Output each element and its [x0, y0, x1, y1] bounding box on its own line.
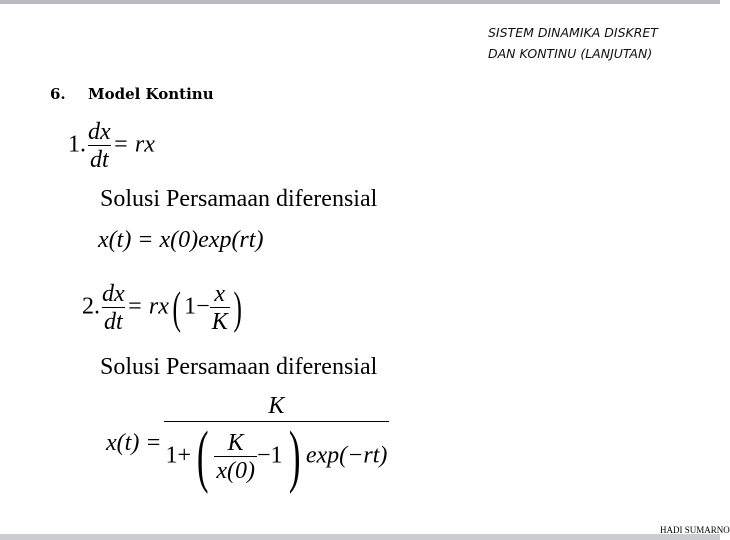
equation-2-right-paren: ) — [233, 282, 242, 333]
equation-2-numerator: dx — [102, 281, 125, 307]
solution-2-right-paren: ) — [288, 418, 301, 495]
footer-author: HADI SUMARNO — [660, 525, 730, 535]
equation-2-denominator: dt — [103, 309, 123, 335]
equation-2-inner-fraction — [210, 282, 230, 334]
equation-1-rhs: = rx — [112, 131, 155, 158]
equation-2 — [82, 282, 245, 334]
section-title: Model Kontinu — [88, 85, 214, 103]
equation-1-number: 1. — [68, 131, 86, 158]
equation-2-derivative — [100, 282, 127, 334]
solution-2-fraction — [164, 393, 390, 495]
top-rule — [0, 0, 720, 4]
solution-2-one-plus: 1+ — [165, 442, 192, 469]
solution-label-1: Solusi Persamaan diferensial — [100, 186, 378, 212]
equation-1 — [68, 120, 155, 172]
solution-2-inner-denominator: x(0) — [216, 458, 255, 484]
equation-2-number: 2. — [82, 293, 100, 320]
solution-2-inner-fraction — [214, 431, 257, 483]
solution-label-2: Solusi Persamaan diferensial — [100, 354, 378, 380]
solution-2-exp: exp(−rt) — [305, 442, 388, 469]
solution-2-denominator — [164, 418, 390, 495]
header-line-1: SISTEM DINAMIKA DISKRET — [488, 25, 658, 40]
equation-1-derivative — [86, 120, 113, 172]
solution-1: x(t) = x(0)exp(rt) — [98, 227, 264, 253]
equation-2-inner-denominator: K — [211, 309, 228, 335]
header-line-2: DAN KONTINU (LANJUTAN) — [488, 46, 653, 61]
equation-2-left-paren: ( — [172, 282, 181, 333]
slide-header — [488, 22, 718, 64]
solution-2-left-paren: ( — [196, 418, 209, 495]
equation-2-one-minus: 1− — [184, 293, 210, 320]
equation-2-rhs: = rx — [126, 293, 169, 320]
solution-2-numerator: K — [268, 393, 285, 419]
equation-1-numerator: dx — [88, 119, 111, 145]
section-number: 6. — [50, 85, 66, 103]
solution-2-inner-numerator: K — [227, 430, 244, 456]
solution-2 — [106, 393, 389, 495]
equation-2-inner-numerator: x — [214, 281, 226, 307]
equation-1-denominator: dt — [89, 147, 109, 173]
solution-2-minus-one: −1 — [257, 442, 283, 469]
solution-2-lhs: x(t) = — [106, 430, 162, 456]
bottom-rule — [0, 534, 720, 540]
